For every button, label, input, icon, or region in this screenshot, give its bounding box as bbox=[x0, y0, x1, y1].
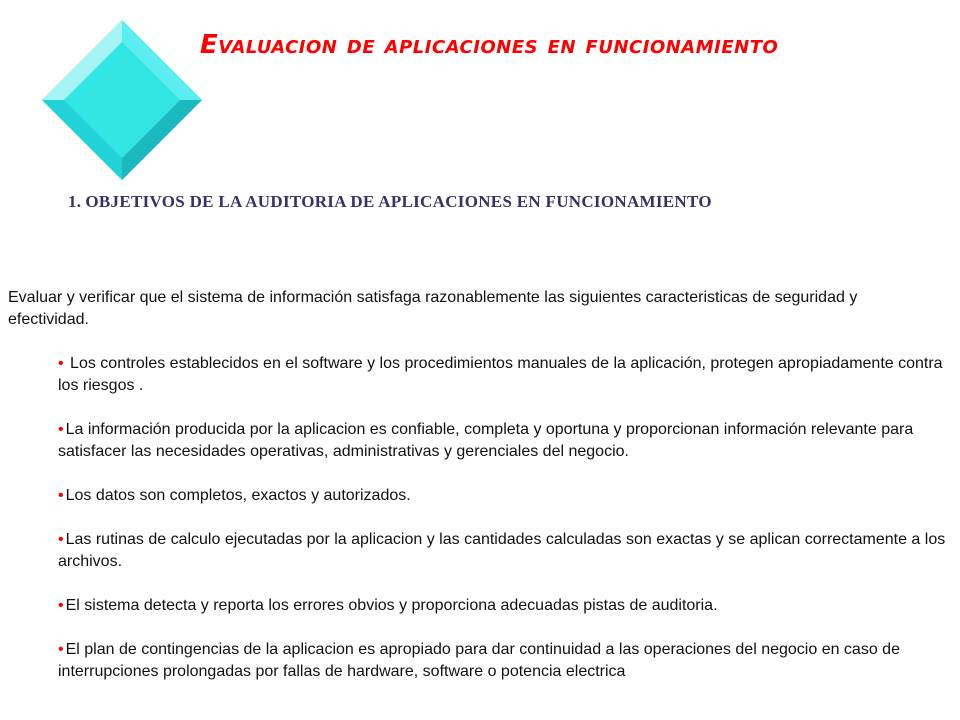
list-item-text: Las rutinas de calculo ejecutadas por la aplicacion y las cantidades calculadas son exactas y se aplican correctamente a los archivos. bbox=[58, 531, 946, 570]
list-item-text: El plan de contingencias de la aplicacion es apropiado para dar continuidad a las operaciones del negocio en caso de interrupciones prolongadas por fallas de hardware, software o potencia electrica bbox=[58, 641, 900, 680]
list-item-text: La información producida por la aplicacion es confiable, completa y oportuna y proporcionan información relevante para satisfacer las necesidades operativas, administrativas y gerenciales del negocio. bbox=[58, 421, 914, 460]
list-item bbox=[58, 485, 948, 507]
intro-paragraph: Evaluar y verificar que el sistema de información satisfaga razonablemente las siguientes caracteristicas de seguridad y efectividad. bbox=[8, 289, 858, 328]
list-item bbox=[58, 353, 948, 397]
list-item-text: Los controles establecidos en el software y los procedimientos manuales de la aplicación, protegen apropiadamente contra los riesgos . bbox=[58, 355, 943, 394]
bullet-icon: • bbox=[58, 355, 64, 372]
list-item-text: Los datos son completos, exactos y autorizados. bbox=[65, 487, 411, 504]
bullet-icon: • bbox=[58, 421, 64, 438]
diamond-ornament-icon bbox=[40, 18, 204, 182]
list-item bbox=[58, 595, 948, 617]
section-heading-text: OBJETIVOS DE LA AUDITORIA DE APLICACIONES EN FUNCIONAMIENTO bbox=[85, 192, 712, 211]
bullet-icon: • bbox=[58, 531, 64, 548]
bullet-icon: • bbox=[58, 641, 64, 658]
list-item bbox=[58, 639, 948, 683]
bullet-icon: • bbox=[58, 597, 64, 614]
section-number: 1. bbox=[68, 192, 82, 211]
list-item bbox=[58, 529, 948, 573]
page-title: Evaluacion de aplicaciones en funcionamiento bbox=[200, 30, 779, 60]
list-item bbox=[58, 419, 948, 463]
objectives-list bbox=[58, 353, 948, 705]
bullet-icon: • bbox=[58, 487, 64, 504]
section-heading bbox=[68, 192, 712, 212]
list-item-text: El sistema detecta y reporta los errores obvios y proporciona adecuadas pistas de auditoria. bbox=[65, 597, 718, 614]
